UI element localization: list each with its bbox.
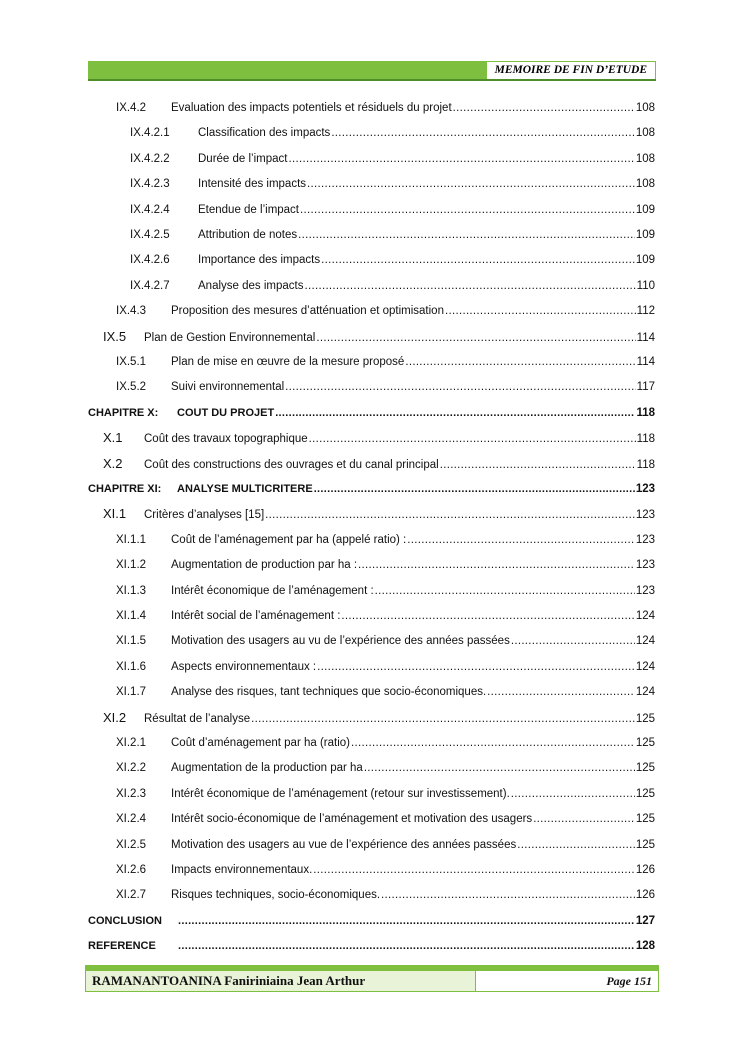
dot-leader xyxy=(533,811,635,827)
toc-entry-page: 127 xyxy=(635,914,655,927)
toc-entry[interactable] xyxy=(116,100,655,116)
page-number: Page 151 xyxy=(606,974,652,988)
toc-entry-number: X.2 xyxy=(103,455,123,471)
toc-entry[interactable] xyxy=(116,303,655,319)
toc-entry-page: 108 xyxy=(635,102,655,114)
toc-entry-title: Importance des impacts xyxy=(198,254,321,267)
toc-entry-number: IX.4.2.1 xyxy=(130,127,170,140)
toc-entry-number: CONCLUSION xyxy=(88,914,162,927)
toc-entry-number: REFERENCE xyxy=(88,940,156,953)
toc-entry[interactable] xyxy=(88,405,655,421)
toc-entry-page: 109 xyxy=(635,229,655,241)
toc-entry-page: 114 xyxy=(636,331,655,344)
dot-leader xyxy=(358,557,635,573)
toc-entry-page: 108 xyxy=(635,127,655,140)
toc-entry-page: 123 xyxy=(635,584,655,597)
dot-leader xyxy=(517,837,635,853)
dot-leader xyxy=(275,405,635,421)
toc-entry-number: XI.1.7 xyxy=(116,686,147,699)
toc-entry[interactable] xyxy=(116,862,655,878)
dot-leader xyxy=(251,711,635,727)
toc-entry-page: 125 xyxy=(635,813,655,826)
toc-entry-title: Intérêt social de l’aménagement : xyxy=(171,610,341,622)
dot-leader xyxy=(381,887,635,903)
dot-leader xyxy=(178,938,635,954)
toc-entry-page: 109 xyxy=(635,254,655,267)
toc-entry-number: IX.4.3 xyxy=(116,305,147,318)
toc-entry[interactable] xyxy=(116,811,655,827)
dot-leader xyxy=(309,431,636,447)
toc-entry-page: 118 xyxy=(636,406,655,419)
dot-leader xyxy=(304,278,635,294)
toc-entry-number: XI.2.5 xyxy=(116,838,147,851)
toc-entry-number: CHAPITRE X: xyxy=(88,406,159,419)
toc-entry[interactable] xyxy=(130,151,655,167)
toc-entry-title: Classification des impacts xyxy=(198,127,331,140)
toc-entry-number: CHAPITRE XI: xyxy=(88,483,162,495)
toc-entry-number: XI.2.7 xyxy=(116,889,147,902)
toc-entry-number: XI.1.6 xyxy=(116,660,147,673)
toc-entry-title: Augmentation de production par ha : xyxy=(171,559,358,572)
toc-entry-title: Plan de Gestion Environnemental xyxy=(144,331,316,344)
dot-leader xyxy=(511,786,635,802)
toc-entry[interactable] xyxy=(88,913,655,929)
dot-leader xyxy=(511,633,635,649)
toc-entry-number: IX.4.2.6 xyxy=(130,254,170,267)
toc-entry-title: Intérêt socio-économique de l’aménagement et motivation des usagers xyxy=(171,813,533,826)
toc-entry-title: Coût des travaux topographique xyxy=(144,433,308,446)
footer xyxy=(85,970,659,992)
dot-leader xyxy=(298,227,635,243)
toc-entry[interactable] xyxy=(116,633,655,649)
toc-entry[interactable] xyxy=(130,227,655,243)
toc-entry-page: 112 xyxy=(636,305,655,318)
toc-entry-page: 123 xyxy=(635,509,655,522)
toc-entry-page: 125 xyxy=(635,762,655,775)
toc-entry-page: 108 xyxy=(635,178,655,191)
toc-entry-page: 125 xyxy=(635,838,655,851)
toc-entry-page: 124 xyxy=(635,635,655,648)
dot-leader xyxy=(445,303,636,319)
toc-entry-number: IX.4.2.4 xyxy=(130,203,170,216)
dot-leader xyxy=(314,481,635,497)
toc-entry-number: XI.2.3 xyxy=(116,787,147,800)
toc-entry[interactable] xyxy=(116,608,655,624)
toc-entry[interactable] xyxy=(103,710,655,727)
toc-entry-page: 117 xyxy=(636,381,655,394)
toc-entry-number: XI.2.4 xyxy=(116,813,147,826)
toc-entry-page: 126 xyxy=(635,864,655,876)
dot-leader xyxy=(288,151,634,167)
toc-entry-title: Intensité des impacts xyxy=(198,178,307,191)
toc-entry-title: ANALYSE MULTICRITERE xyxy=(177,483,313,495)
toc-entry-page: 123 xyxy=(635,533,655,546)
dot-leader xyxy=(364,760,635,776)
toc-entry-page: 124 xyxy=(635,610,655,622)
toc-entry-title: Durée de l’impact xyxy=(198,152,288,165)
toc-entry-title: Coût des constructions des ouvrages et du canal principal xyxy=(144,458,439,471)
toc-entry-page: 128 xyxy=(635,940,655,953)
toc-entry-title: Critères d’analyses [15] xyxy=(144,509,265,522)
toc-entry-title: Analyse des impacts xyxy=(198,279,304,292)
dot-leader xyxy=(265,507,635,523)
dot-leader xyxy=(316,330,635,346)
dot-leader xyxy=(351,735,635,751)
toc-entry-page: 125 xyxy=(635,787,655,800)
dot-leader xyxy=(440,457,636,473)
toc-entry-title: Suivi environnemental xyxy=(171,381,285,394)
toc-entry[interactable] xyxy=(130,278,655,294)
toc-entry-page: 118 xyxy=(636,458,655,471)
toc-entry-number: XI.2.6 xyxy=(116,864,147,876)
document-title: MEMOIRE DE FIN D’ETUDE xyxy=(486,61,656,79)
toc-entry-number: XI.2.1 xyxy=(116,737,147,749)
toc-entry[interactable] xyxy=(103,430,655,447)
toc-entry-number: XI.2.2 xyxy=(116,762,147,775)
dot-leader xyxy=(317,659,635,675)
toc-entry-page: 109 xyxy=(635,203,655,216)
dot-leader xyxy=(341,608,634,624)
dot-leader xyxy=(300,202,635,218)
dot-leader xyxy=(321,252,635,268)
toc-entry-number: X.1 xyxy=(103,430,123,446)
toc-entry[interactable] xyxy=(130,252,655,268)
toc-entry-page: 110 xyxy=(636,279,655,292)
toc-entry-page: 108 xyxy=(635,152,655,165)
dot-leader xyxy=(307,176,635,192)
toc-entry[interactable] xyxy=(116,532,655,548)
toc-entry-title: Intérêt économique de l’aménagement (retour sur investissement). xyxy=(171,787,510,800)
toc-entry-number: XI.2 xyxy=(103,709,127,725)
toc-entry-title: Résultat de l’analyse xyxy=(144,712,251,725)
toc-entry[interactable] xyxy=(116,557,655,573)
toc-entry-page: 125 xyxy=(635,712,655,725)
header-bar xyxy=(88,61,656,81)
toc-entry-title: Evaluation des impacts potentiels et résiduels du projet xyxy=(171,102,452,114)
toc-entry-number: IX.4.2.5 xyxy=(130,229,170,241)
dot-leader xyxy=(407,532,635,548)
toc-entry-title: Risques techniques, socio-économiques. xyxy=(171,889,381,902)
dot-leader xyxy=(178,913,635,929)
toc-entry[interactable] xyxy=(130,202,655,218)
toc-entry-page: 125 xyxy=(635,737,655,749)
toc-entry-title: Augmentation de la production par ha xyxy=(171,762,363,775)
toc-entry-title: Impacts environnementaux. xyxy=(171,864,313,876)
toc-entry-number: IX.5.2 xyxy=(116,381,147,394)
footer-author: RAMANANTOANINA Faniriniaina Jean Arthur xyxy=(86,971,476,991)
toc-entry-title: Aspects environnementaux : xyxy=(171,660,317,673)
toc-entry-number: IX.4.2.3 xyxy=(130,178,170,191)
toc-entry-number: IX.4.2.7 xyxy=(130,279,170,292)
toc-entry[interactable] xyxy=(116,837,655,853)
toc-entry-page: 126 xyxy=(635,889,655,902)
toc-entry-title: Attribution de notes xyxy=(198,229,298,241)
toc-entry[interactable] xyxy=(103,329,655,346)
toc-entry-number: XI.1.2 xyxy=(116,559,147,572)
toc-entry[interactable] xyxy=(103,456,655,473)
toc-entry-title: Etendue de l’impact xyxy=(198,203,300,216)
toc-entry-title: Coût de l’aménagement par ha (appelé ratio) : xyxy=(171,533,407,546)
toc-entry-page: 123 xyxy=(635,559,655,572)
toc-entry-number: IX.4.2 xyxy=(116,102,147,114)
dot-leader xyxy=(285,379,636,395)
toc-entry-number: IX.5.1 xyxy=(116,356,147,368)
toc-entry-number: XI.1.1 xyxy=(116,533,147,546)
toc-entry-title: Coût d’aménagement par ha (ratio) xyxy=(171,737,350,749)
toc-entry-title: COUT DU PROJET xyxy=(177,406,275,419)
dot-leader xyxy=(405,354,635,370)
toc-entry-page: 114 xyxy=(636,356,655,368)
toc-entry-number: IX.4.2.2 xyxy=(130,152,170,165)
toc-entry-title: Proposition des mesures d’atténuation et optimisation xyxy=(171,305,444,318)
toc-entry[interactable] xyxy=(130,176,655,192)
toc-entry-number: XI.1.4 xyxy=(116,610,147,622)
toc-entry-page: 124 xyxy=(635,660,655,673)
toc-entry-title: Plan de mise en œuvre de la mesure proposé xyxy=(171,356,405,368)
toc-entry-title: Motivation des usagers au vue de l’expérience des années passées xyxy=(171,838,517,851)
toc-entry-title: Motivation des usagers au vu de l’expérience des années passées xyxy=(171,635,510,648)
toc-entry-page: 118 xyxy=(636,433,655,446)
dot-leader xyxy=(313,862,635,878)
toc-entry[interactable] xyxy=(116,379,655,395)
toc-entry[interactable] xyxy=(116,760,655,776)
toc-entry[interactable] xyxy=(88,938,655,954)
toc-entry[interactable] xyxy=(103,506,655,523)
dot-leader xyxy=(453,100,635,116)
toc-entry[interactable] xyxy=(116,735,655,751)
dot-leader xyxy=(331,125,635,141)
dot-leader xyxy=(487,684,635,700)
toc-entry-number: XI.1 xyxy=(103,506,127,522)
toc-entry-page: 123 xyxy=(635,483,655,495)
toc-entry-number: IX.5 xyxy=(103,328,127,344)
dot-leader xyxy=(375,583,635,599)
toc-entry-number: XI.1.5 xyxy=(116,635,147,648)
toc-entry[interactable] xyxy=(116,354,655,370)
toc-entry-number: XI.1.3 xyxy=(116,584,147,597)
toc-entry[interactable] xyxy=(88,481,655,497)
toc-entry-page: 124 xyxy=(635,686,655,699)
toc-entry[interactable] xyxy=(130,125,655,141)
toc-entry[interactable] xyxy=(116,659,655,675)
toc-entry[interactable] xyxy=(116,887,655,903)
toc-entry-title: Analyse des risques, tant techniques que socio-économiques. xyxy=(171,686,487,699)
toc-entry[interactable] xyxy=(116,684,655,700)
toc-entry[interactable] xyxy=(116,583,655,599)
toc-entry-title: Intérêt économique de l’aménagement : xyxy=(171,584,374,597)
toc-entry[interactable] xyxy=(116,786,655,802)
